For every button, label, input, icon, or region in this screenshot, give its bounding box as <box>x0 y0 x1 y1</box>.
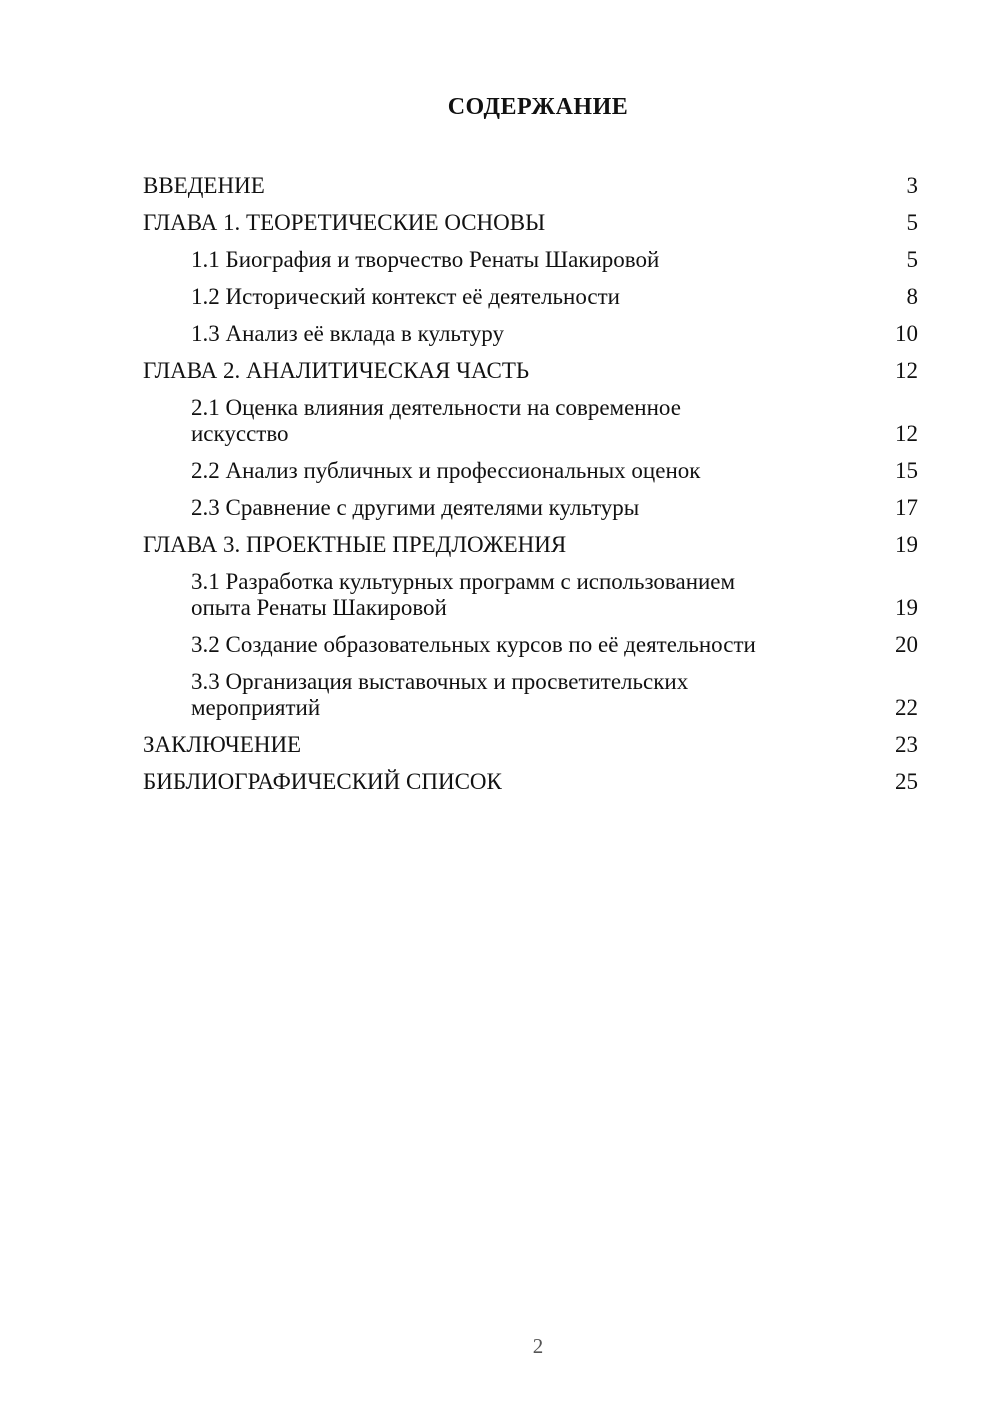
toc-entry-line: искусство <box>191 421 289 446</box>
toc-entry-text <box>143 532 883 558</box>
toc-entry-line: 3.3 Организация выставочных и просветительских <box>191 669 689 694</box>
toc-page-number: 22 <box>895 695 918 720</box>
toc-entry-line: ГЛАВА 2. АНАЛИТИЧЕСКАЯ ЧАСТЬ <box>143 358 530 383</box>
toc-entry-text <box>143 669 883 721</box>
toc-entry-line: ВВЕДЕНИЕ <box>143 173 265 198</box>
toc-entry-line: ГЛАВА 3. ПРОЕКТНЫЕ ПРЕДЛОЖЕНИЯ <box>143 532 567 557</box>
toc-entry-line: 1.2 Исторический контекст её деятельности <box>191 284 620 309</box>
toc-entry <box>143 395 918 447</box>
toc-entry <box>143 210 918 236</box>
toc-entry-text <box>143 632 883 658</box>
toc-entry <box>143 247 918 273</box>
toc-entry <box>143 532 918 558</box>
toc-page-number: 3 <box>906 173 918 198</box>
toc-entry-text <box>143 458 883 484</box>
toc-page-number: 15 <box>895 458 918 483</box>
toc-entry-text <box>143 732 883 758</box>
toc-entry <box>143 632 918 658</box>
toc-entry-text <box>143 247 895 273</box>
toc-entry-line: ГЛАВА 1. ТЕОРЕТИЧЕСКИЕ ОСНОВЫ <box>143 210 546 235</box>
toc-entry-text <box>143 395 883 447</box>
toc-entry-line: 1.3 Анализ её вклада в культуру <box>191 321 504 346</box>
toc-page-number: 25 <box>895 769 918 794</box>
toc-entry <box>143 732 918 758</box>
toc-entry <box>143 358 918 384</box>
toc-page-number: 17 <box>895 495 918 520</box>
toc-page-number: 5 <box>906 247 918 272</box>
toc-page-number: 12 <box>895 421 918 446</box>
toc-entry-text <box>143 210 895 236</box>
toc-page-number: 23 <box>895 732 918 757</box>
toc-entry-text <box>143 173 895 199</box>
toc-entry-text <box>143 321 883 347</box>
toc-entry-line: опыта Ренаты Шакировой <box>191 595 447 620</box>
toc-entry-line: мероприятий <box>191 695 321 720</box>
toc-entry-line: БИБЛИОГРАФИЧЕСКИЙ СПИСОК <box>143 769 502 794</box>
toc-entry <box>143 569 918 621</box>
toc-entry <box>143 769 918 795</box>
toc-entry <box>143 321 918 347</box>
toc-page-number: 10 <box>895 321 918 346</box>
toc-entry-text <box>143 769 883 795</box>
toc-entry-text <box>143 284 895 310</box>
toc-entry-line: 2.3 Сравнение с другими деятелями культуры <box>191 495 640 520</box>
toc-page-number: 5 <box>906 210 918 235</box>
toc-entry-text <box>143 358 883 384</box>
toc-entry <box>143 284 918 310</box>
toc-entry <box>143 458 918 484</box>
toc-entry-line: 1.1 Биография и творчество Ренаты Шакировой <box>191 247 660 272</box>
toc-entry-text <box>143 569 883 621</box>
toc-entry <box>143 495 918 521</box>
page-title: СОДЕРЖАНИЕ <box>447 94 629 120</box>
toc-entry-line: 2.2 Анализ публичных и профессиональных оценок <box>191 458 701 483</box>
toc-entry <box>143 669 918 721</box>
toc-page-number: 19 <box>895 595 918 620</box>
footer-page-number: 2 <box>532 1334 544 1358</box>
toc-page-number: 20 <box>895 632 918 657</box>
table-of-contents <box>143 173 918 806</box>
toc-entry-text <box>143 495 883 521</box>
toc-page-number: 12 <box>895 358 918 383</box>
toc-entry <box>143 173 918 199</box>
toc-page-number: 19 <box>895 532 918 557</box>
toc-entry-line: 3.2 Создание образовательных курсов по её деятельности <box>191 632 756 657</box>
toc-entry-line: 3.1 Разработка культурных программ с использованием <box>191 569 736 594</box>
toc-entry-line: ЗАКЛЮЧЕНИЕ <box>143 732 302 757</box>
toc-page-number: 8 <box>906 284 918 309</box>
toc-entry-line: 2.1 Оценка влияния деятельности на современное <box>191 395 681 420</box>
